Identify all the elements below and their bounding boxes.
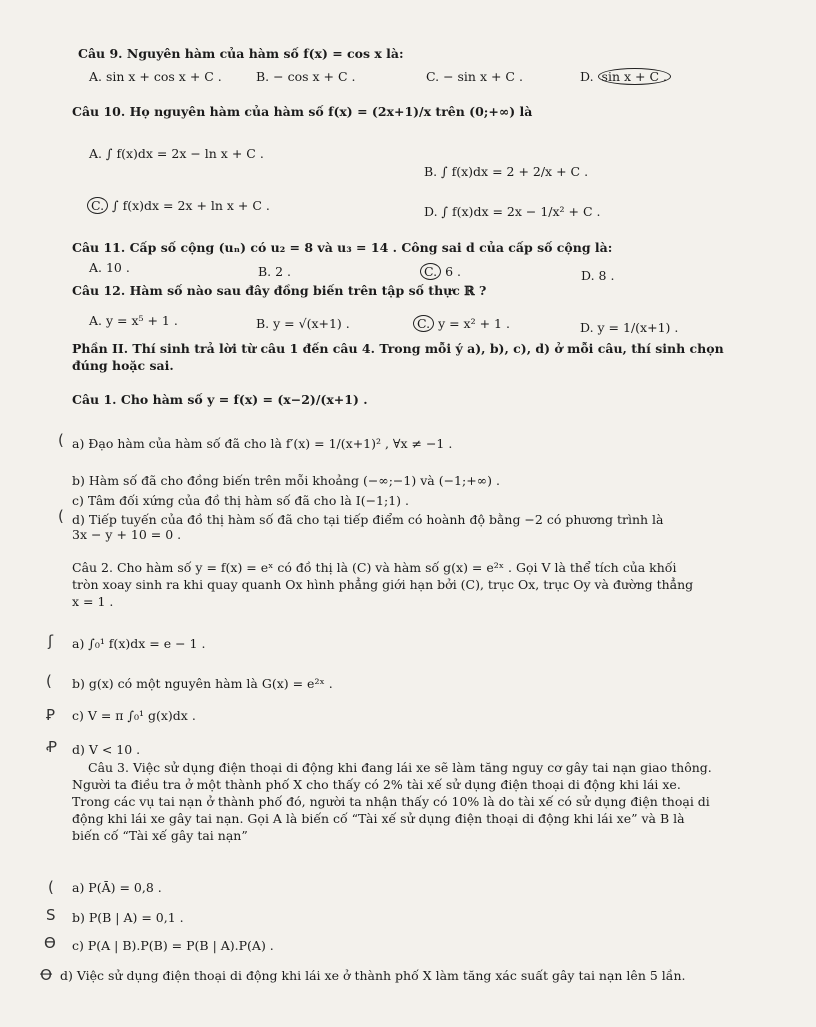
q10-option-c <box>87 198 270 214</box>
p1-stem <box>72 392 368 408</box>
p1-item-d-line1: d) Tiếp tuyến của đồ thị hàm số đã cho tại tiếp điểm có hoành độ bằng −2 có phương trình là <box>72 512 664 527</box>
p1-item-c: c) Tâm đối xứng của đồ thị hàm số đã cho là I(−1;1) . <box>72 493 409 508</box>
p3-stem-line1: Câu 3. Việc sử dụng điện thoại di động khi đang lái xe sẽ làm tăng nguy cơ gây tai nạn giao thông. <box>88 760 712 775</box>
p3-stem-line4: động khi lái xe gây tai nạn. Gọi A là biến cố “Tài xế sử dụng điện thoại di động khi lái xe” và B là <box>72 811 685 826</box>
p3-item-a: a) P(Ā) = 0,8 . <box>72 880 162 895</box>
handwritten-mark-icon: ( <box>48 878 54 896</box>
p2-stem-line3: x = 1 . <box>72 594 114 609</box>
part2-title-line2: đúng hoặc sai. <box>72 358 174 373</box>
p3-item-b: b) P(B | A) = 0,1 . <box>72 910 184 925</box>
q11-stem: Câu 11. Cấp số cộng (uₙ) có u₂ = 8 và u₃ = 14 . Công sai d của cấp số cộng là: <box>72 240 613 255</box>
p3-stem-line2: Người ta điều tra ở một thành phố X cho thấy có 2% tài xế sử dụng điện thoại di động khi lái xe. <box>72 777 681 792</box>
p3-stem-line5: biến cố “Tài xế gây tai nạn” <box>72 828 248 843</box>
p3-stem-line3: Trong các vụ tai nạn ở thành phố đó, người ta nhận thấy có 10% là do tài xế có sử dụng điện thoại di <box>72 794 710 809</box>
q9-option-b: B. − cos x + C . <box>256 69 356 84</box>
q10-option-d: D. ∫ f(x)dx = 2x − 1/x² + C . <box>424 204 601 219</box>
q12-answer-circle: C. <box>413 315 434 332</box>
q9-option-d <box>580 69 671 85</box>
p2-item-c: c) V = π ∫₀¹ g(x)dx . <box>72 708 196 723</box>
p2-item-b: b) g(x) có một nguyên hàm là G(x) = e²ˣ . <box>72 676 333 691</box>
q10-option-c-text: ∫ f(x)dx = 2x + ln x + C . <box>112 198 270 213</box>
handwritten-mark-icon: S <box>46 906 56 924</box>
p1-item-b: b) Hàm số đã cho đồng biến trên mỗi khoảng (−∞;−1) và (−1;+∞) . <box>72 473 500 488</box>
q11-option-c-text: 6 . <box>445 264 461 279</box>
p2-item-d: d) V < 10 . <box>72 742 141 757</box>
q9-option-c: C. − sin x + C . <box>426 69 523 84</box>
q11-option-a: A. 10 . <box>89 260 130 275</box>
q9-option-d-letter: D. <box>580 69 594 84</box>
p3-item-c: c) P(A | B).P(B) = P(B | A).P(A) . <box>72 938 274 953</box>
handwritten-mark-icon: ( <box>46 672 52 690</box>
q11-option-b: B. 2 . <box>258 264 292 279</box>
handwritten-mark-icon: Ꝓ <box>46 738 58 756</box>
q11-answer-circle: C. <box>420 263 441 280</box>
q10-answer-circle: C. <box>87 197 108 214</box>
q12-option-b: B. y = √(x+1) . <box>256 316 350 331</box>
handwritten-mark-icon: ( <box>58 507 64 525</box>
q12-option-c-text: y = x² + 1 . <box>438 316 510 331</box>
p1-item-d-line2: 3x − y + 10 = 0 . <box>72 527 182 542</box>
q9-stem: Câu 9. Nguyên hàm của hàm số f(x) = cos x là: <box>78 46 404 61</box>
handwritten-mark-icon: ʃ <box>48 632 54 650</box>
q10-option-b: B. ∫ f(x)dx = 2 + 2/x + C . <box>424 164 589 179</box>
p2-stem-text-1: Câu 2. Cho hàm số y = f(x) = eˣ có đồ thị là (C) và hàm số g(x) = e²ˣ . Gọi V là thể tích của khối <box>72 560 677 575</box>
q12-option-a: A. y = x⁵ + 1 . <box>89 313 178 328</box>
handwritten-mark-icon: Ꝑ <box>46 706 56 724</box>
q10-stem: Câu 10. Họ nguyên hàm của hàm số f(x) = (2x+1)/x trên (0;+∞) là <box>72 104 533 119</box>
q11-option-c <box>420 264 461 280</box>
q9-option-a: A. sin x + cos x + C . <box>89 69 222 84</box>
q12-option-d: D. y = 1/(x+1) . <box>580 320 679 335</box>
handwritten-mark-icon: Ꝋ <box>40 966 53 984</box>
q9-answer-circle: sin x + C . <box>598 68 671 85</box>
p3-item-d: d) Việc sử dụng điện thoại di động khi lái xe ở thành phố X làm tăng xác suất gây tai nạn lên 5 lần. <box>60 968 686 983</box>
p1-item-a: a) Đạo hàm của hàm số đã cho là f′(x) = 1/(x+1)² , ∀x ≠ −1 . <box>72 436 453 451</box>
q12-option-c <box>413 316 510 332</box>
p1-stem-text: Câu 1. Cho hàm số y = f(x) = (x−2)/(x+1) . <box>72 392 368 407</box>
p2-item-a: a) ∫₀¹ f(x)dx = e − 1 . <box>72 636 206 651</box>
part2-title-line1: Phần II. Thí sinh trả lời từ câu 1 đến câu 4. Trong mỗi ý a), b), c), d) ở mỗi câu, thí sinh chọn <box>72 341 724 356</box>
p2-stem-line1 <box>72 560 676 576</box>
handwritten-mark-icon: Ɵ <box>44 934 56 952</box>
handwritten-mark-icon: ( <box>58 431 64 449</box>
q10-option-a: A. ∫ f(x)dx = 2x − ln x + C . <box>89 146 264 161</box>
p2-stem-line2: tròn xoay sinh ra khi quay quanh Ox hình phẳng giới hạn bởi (C), trục Ox, trục Oy và đường thẳng <box>72 577 694 592</box>
q11-option-d: D. 8 . <box>581 268 615 283</box>
q12-stem: Câu 12. Hàm số nào sau đây đồng biến trên tập số thực ℝ ? <box>72 283 487 298</box>
